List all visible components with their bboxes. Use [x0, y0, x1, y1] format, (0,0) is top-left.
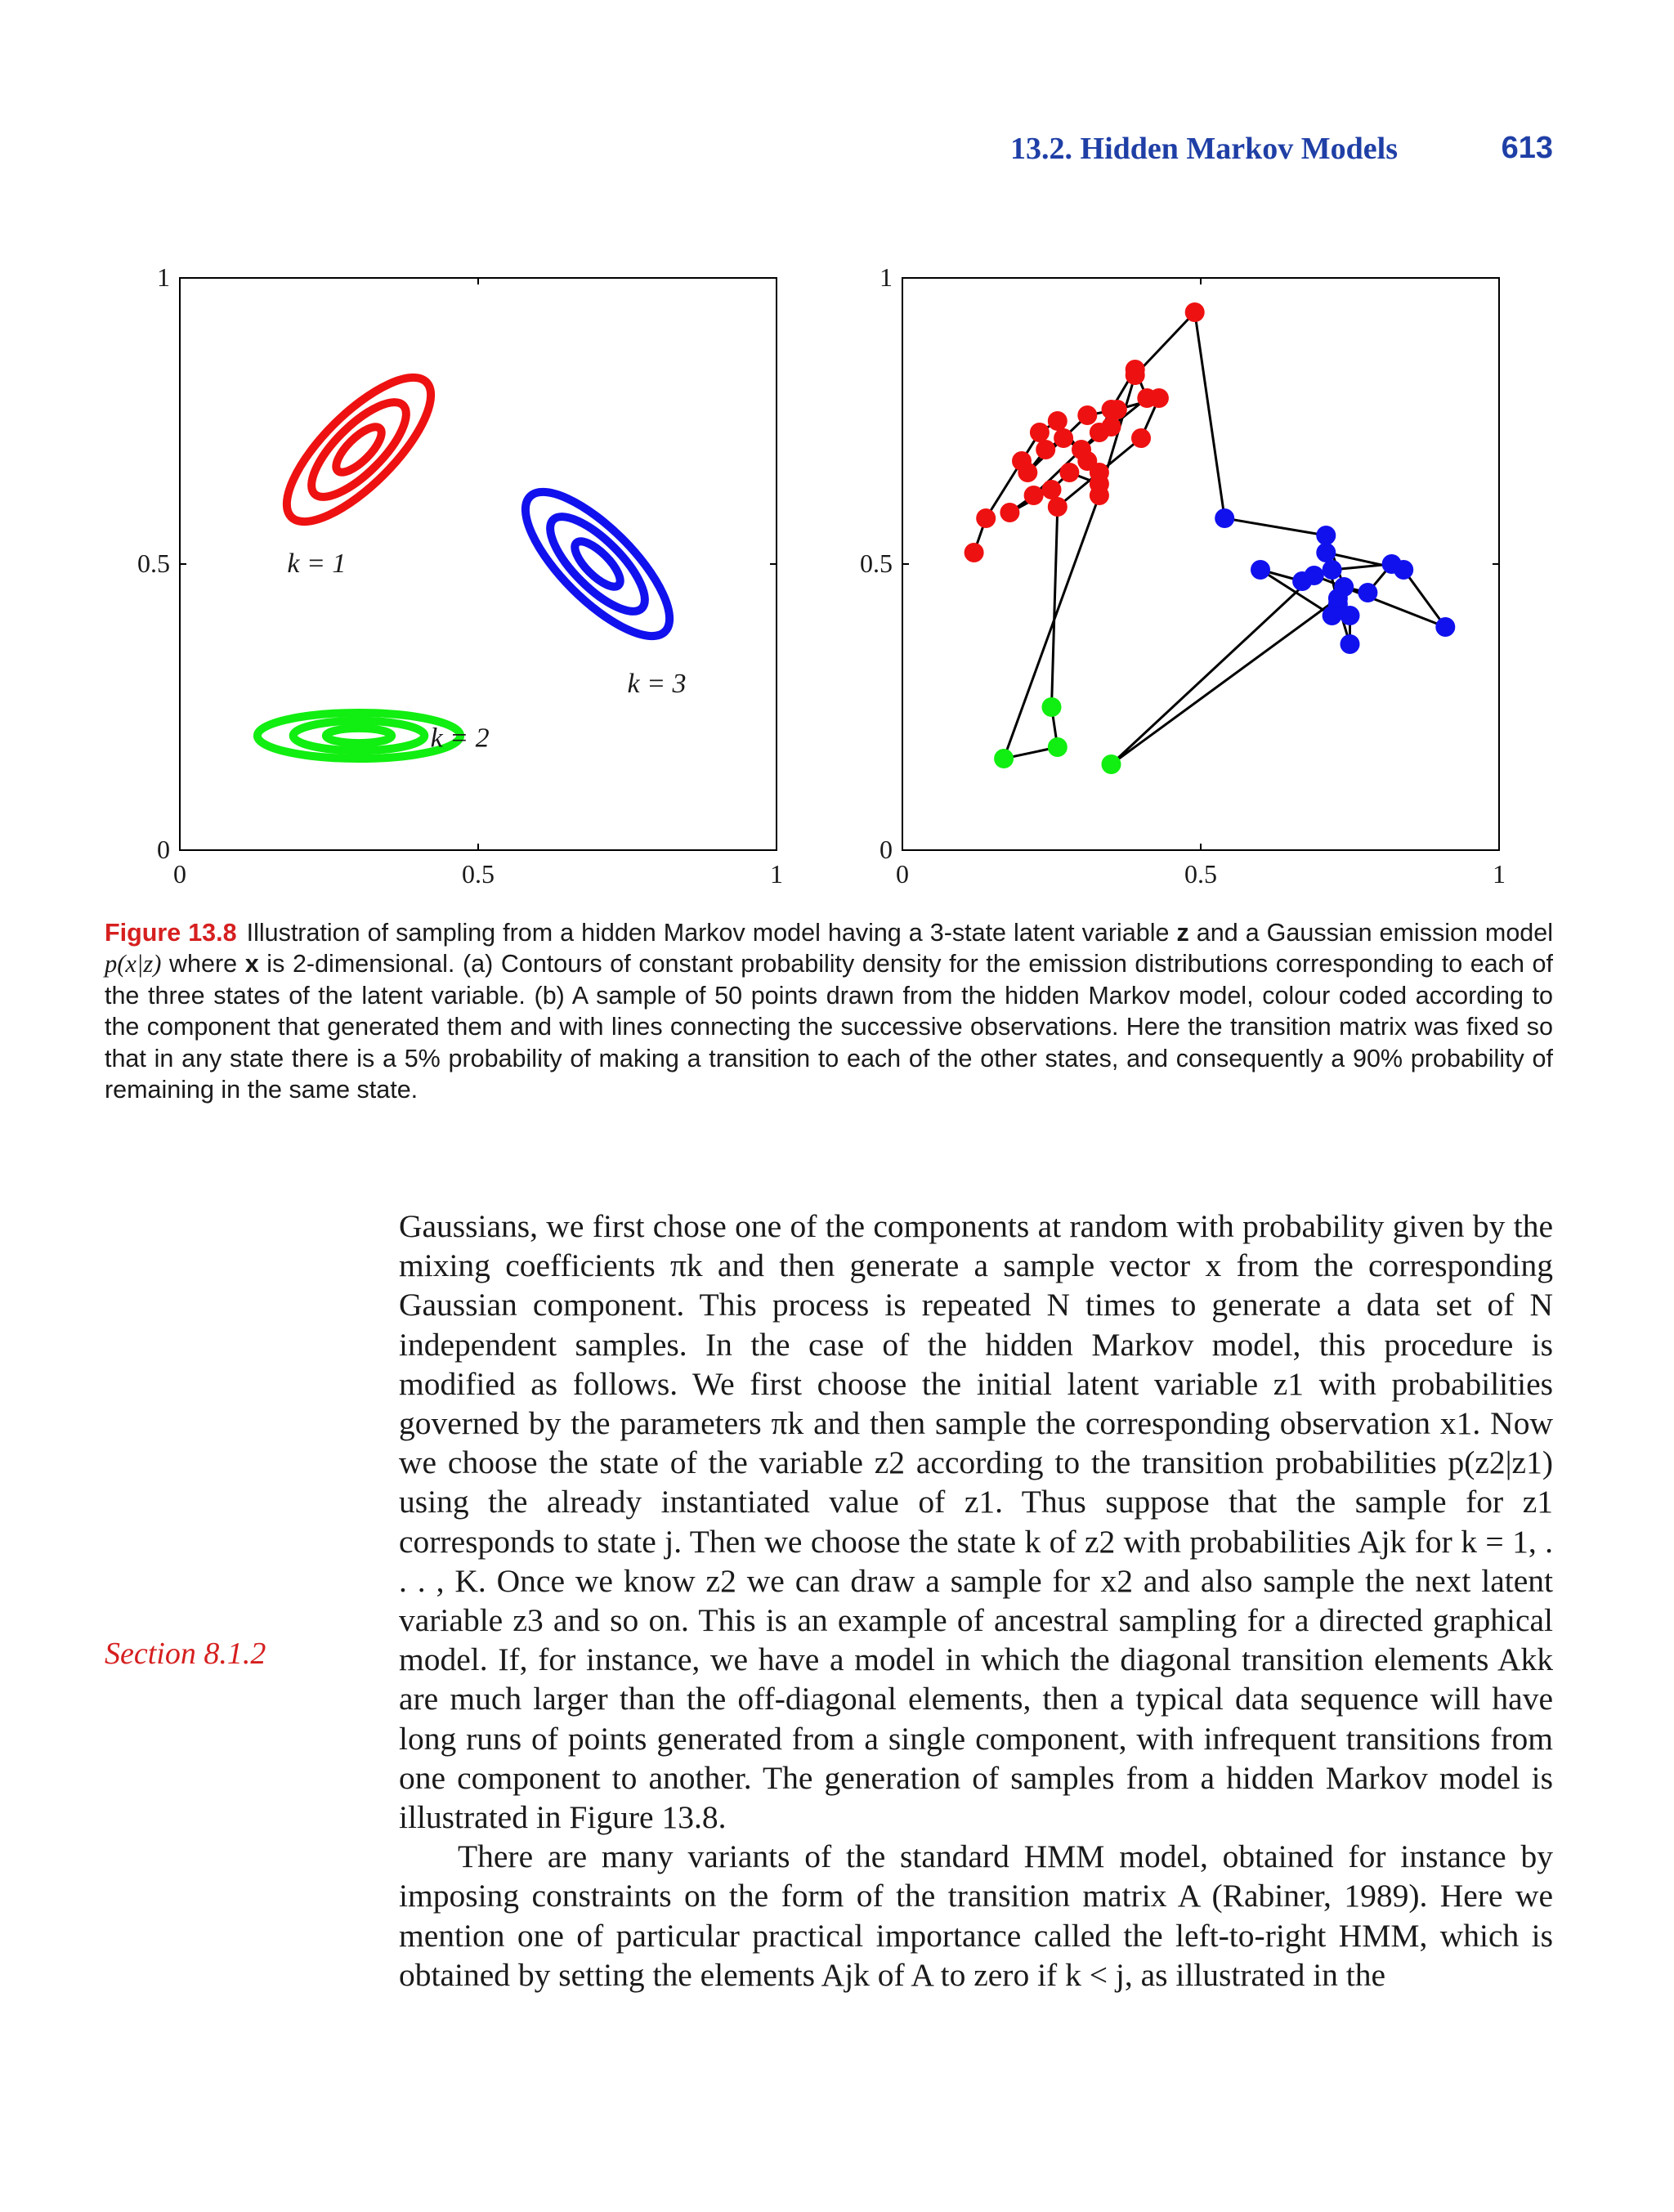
contour-ellipse: [568, 535, 626, 593]
body-paragraph-1: Gaussians, we first chose one of the components at random with probability given by the mixing coefficients πk and then generate a sample vector x from the corresponding Gaussian component. This process is repeated N times to generate a data set of N independent samples. In the case of the hidden Markov model, this procedure is modified as follows. We first choose the initial latent variable z1 with probabilities governed by the parameters πk and then sample the corresponding observation x1. Now we choose the state of the variable z2 according to the transition probabilities p(z2|z1) using the already instantiated value of z1. Thus suppose that the sample for z1 corresponds to state j. Then we choose the state k of z2 with probabilities Ajk for k = 1, . . . , K. Once we know z2 we can draw a sample for x2 and also sample the next latent variable z3 and so on. This is an example of ancestral sampling for a directed graphical model. If, for instance, we have a model in which the diagonal transition elements Akk are much larger than the off-diagonal elements, then a typical data sequence will have long runs of points generated from a single component, with infrequent transitions from one component to another. The generation of samples from a hidden Markov model is illustrated in Figure 13.8.: [399, 1208, 1553, 1836]
sample-point-10: [1000, 503, 1019, 522]
page-number: 613: [1501, 131, 1553, 165]
panel-b-ytick-label: 0: [880, 835, 893, 864]
component-label: k = 3: [627, 669, 687, 699]
panel-a-axes-frame: [180, 278, 777, 850]
panel-a-xtick-label: 0.5: [462, 859, 495, 889]
sample-point-33: [1215, 508, 1234, 528]
contour-ellipse: [266, 357, 452, 543]
sample-point-28: [1048, 737, 1068, 757]
sample-point-1: [965, 543, 984, 562]
contour-ellipse: [505, 472, 691, 657]
sample-point-40: [1251, 560, 1270, 580]
caption-var-x: x: [244, 950, 259, 978]
sample-point-34: [1316, 526, 1336, 545]
sample-point-30: [1090, 486, 1109, 505]
sample-point-45: [1316, 543, 1336, 562]
figure-caption: [105, 917, 1553, 1105]
sample-point-24: [1131, 428, 1151, 448]
sample-point-38: [1323, 560, 1342, 580]
panel-a-ytick-label: 1: [157, 262, 170, 292]
sample-point-29: [994, 749, 1014, 768]
contour-group-1: [266, 357, 452, 543]
caption-math-pxz: p(x|z): [105, 950, 162, 978]
caption-var-z: z: [1176, 919, 1189, 947]
figure-panel-b: [853, 262, 1532, 899]
sample-point-25: [1090, 463, 1109, 482]
panel-b-ytick-label: 0.5: [860, 549, 893, 578]
sample-point-17: [1072, 440, 1091, 459]
sample-point-20: [1018, 463, 1037, 482]
panel-a-ytick-label: 0: [157, 835, 170, 864]
sample-point-48: [1305, 566, 1324, 585]
sample-point-23: [1149, 388, 1169, 408]
panel-a-xtick-label: 0: [173, 859, 186, 889]
panel-b-xtick-label: 1: [1493, 859, 1506, 889]
panel-b-ytick-label: 1: [880, 262, 893, 292]
body-text: [399, 1207, 1553, 1995]
sample-point-21: [1077, 405, 1097, 425]
figure-label: Figure 13.8: [105, 919, 237, 947]
body-paragraph-2: There are many variants of the standard HMM model, obtained for instance by imposing constraints on the form of the transition matrix A (Rabiner, 1989). Here we mention one of particular practical importance called the left-to-right HMM, which is obtained by setting the elements Ajk of A to zero if k < j, as illustrated in the: [399, 1838, 1553, 1993]
contour-ellipse: [329, 420, 387, 478]
sample-point-49: [1102, 754, 1121, 774]
sample-point-18: [1054, 428, 1073, 448]
component-label: k = 2: [430, 723, 490, 754]
sample-point-8: [1059, 463, 1079, 482]
sample-point-43: [1341, 634, 1360, 654]
panel-b-xtick-label: 0.5: [1184, 859, 1217, 889]
sample-point-9: [1042, 480, 1062, 499]
panel-a-ytick-label: 0.5: [137, 549, 170, 578]
sample-point-46: [1394, 560, 1413, 580]
component-label: k = 1: [287, 549, 347, 579]
sample-point-36: [1358, 583, 1377, 602]
panel-a-xtick-label: 1: [770, 859, 783, 889]
sample-point-50: [1328, 589, 1348, 608]
sample-point-16: [1102, 417, 1121, 437]
contour-ellipse: [326, 728, 392, 743]
sample-point-4: [1030, 423, 1050, 442]
caption-text-1: Illustration of sampling from a hidden Markov model having a 3-state latent variable: [246, 919, 1177, 947]
sample-point-19: [1036, 440, 1055, 459]
panel-b-xtick-label: 0: [896, 859, 909, 889]
sample-point-27: [1042, 697, 1062, 717]
sample-point-5: [1048, 411, 1068, 431]
sample-point-32: [1185, 302, 1205, 322]
sample-path-line: [974, 312, 1446, 764]
sample-point-11: [1024, 486, 1044, 505]
caption-text-3: where: [161, 950, 245, 978]
caption-text-2: and a Gaussian emission model: [1188, 919, 1553, 947]
sample-point-22: [1108, 400, 1127, 419]
sample-point-2: [976, 508, 996, 528]
running-header: 13.2. Hidden Markov Models: [1010, 132, 1398, 166]
sample-point-26: [1048, 497, 1068, 517]
contour-group-3: [505, 472, 691, 657]
figure-panel-a: [131, 262, 801, 899]
caption-text-4: is 2-dimensional. (a) Contours of constant probability density for the emission distributions corresponding to each of the three states of the latent variable. (b) A sample of 50 points drawn from the hidden Markov model, colour coded according to the component that generated them and with lines connecting the successive observations. Here the transition matrix was fixed so that in any state there is a 5% probability of making a transition to each of the other states, and consequently a 90% probability of remaining in the same state.: [105, 950, 1553, 1104]
sample-point-31: [1126, 365, 1145, 385]
margin-reference[interactable]: Section 8.1.2: [105, 1637, 266, 1671]
sample-point-47: [1435, 617, 1455, 637]
